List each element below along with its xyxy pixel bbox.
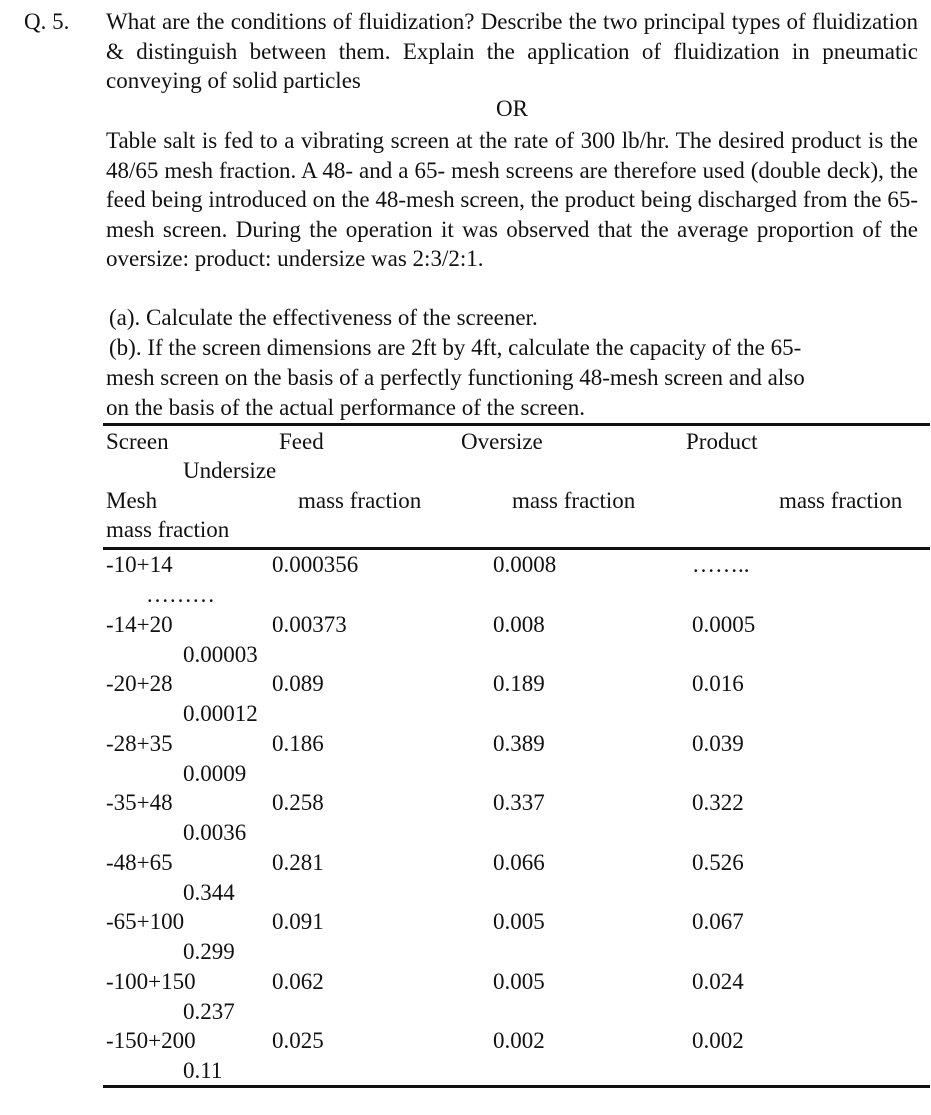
cell-mesh: -10+14 xyxy=(106,552,173,577)
header-mesh: Mesh xyxy=(106,488,158,513)
or-separator: OR xyxy=(496,96,528,121)
cell-product: …….. xyxy=(692,552,750,577)
cell-undersize: ……… xyxy=(146,582,215,607)
cell-oversize: 0.005 xyxy=(493,909,545,934)
cell-mesh: -14+20 xyxy=(106,611,173,637)
header-feed-mass-fraction: mass fraction xyxy=(298,488,422,513)
table-top-rule xyxy=(103,423,930,426)
header-oversize-mass-fraction: mass fraction xyxy=(512,488,636,513)
cell-product: 0.067 xyxy=(692,909,744,934)
cell-feed: 0.091 xyxy=(272,909,324,934)
table-header-rule xyxy=(103,547,930,550)
part-a: (a). Calculate the effectiveness of the screener. xyxy=(109,305,538,330)
cell-feed: 0.025 xyxy=(272,1028,324,1053)
cell-product: 0.024 xyxy=(692,968,744,994)
header-undersize-mass-fraction: mass fraction xyxy=(106,517,230,542)
cell-undersize: 0.0009 xyxy=(183,760,247,786)
cell-product: 0.002 xyxy=(692,1028,744,1053)
cell-oversize: 0.008 xyxy=(493,611,545,637)
cell-feed: 0.186 xyxy=(272,730,324,756)
question-intro: What are the conditions of fluidization? Describe the two principal types of fluidization & distinguish between them. Explain the application of fluidization in pneumatic conveying of solid particles xyxy=(106,9,918,94)
cell-mesh: -65+100 xyxy=(106,909,185,934)
header-screen: Screen xyxy=(106,429,169,454)
cell-product: 0.322 xyxy=(692,790,744,815)
header-product: Product xyxy=(686,429,758,454)
cell-oversize: 0.337 xyxy=(493,790,545,815)
header-oversize: Oversize xyxy=(461,429,543,454)
cell-undersize: 0.299 xyxy=(183,939,235,964)
cell-feed: 0.00373 xyxy=(272,611,347,637)
part-b-line-1: (b). If the screen dimensions are 2ft by 4ft, calculate the capacity of the 65- xyxy=(109,335,802,360)
cell-undersize: 0.344 xyxy=(183,879,235,905)
cell-oversize: 0.0008 xyxy=(493,552,557,577)
cell-undersize: 0.11 xyxy=(183,1058,223,1083)
table-bottom-rule xyxy=(103,1085,930,1088)
cell-feed: 0.089 xyxy=(272,671,324,696)
cell-undersize: 0.00012 xyxy=(183,701,258,726)
cell-mesh: -28+35 xyxy=(106,730,173,756)
cell-product: 0.0005 xyxy=(692,611,756,637)
cell-feed: 0.000356 xyxy=(272,552,359,577)
question-number: Q. 5. xyxy=(24,9,70,34)
header-product-mass-fraction: mass fraction xyxy=(779,488,903,513)
cell-product: 0.039 xyxy=(692,730,744,756)
cell-oversize: 0.005 xyxy=(493,968,545,994)
cell-oversize: 0.066 xyxy=(493,849,545,875)
cell-oversize: 0.189 xyxy=(493,671,545,696)
cell-oversize: 0.002 xyxy=(493,1028,545,1053)
cell-feed: 0.281 xyxy=(272,849,324,875)
cell-mesh: -100+150 xyxy=(106,968,196,994)
part-b-line-2: mesh screen on the basis of a perfectly functioning 48-mesh screen and also xyxy=(106,365,805,390)
cell-feed: 0.062 xyxy=(272,968,324,994)
cell-oversize: 0.389 xyxy=(493,730,545,756)
cell-feed: 0.258 xyxy=(272,790,324,815)
cell-mesh: -150+200 xyxy=(106,1028,196,1053)
cell-mesh: -35+48 xyxy=(106,790,173,815)
problem-statement: Table salt is fed to a vibrating screen at the rate of 300 lb/hr. The desired product is the 48/65 mesh fraction. A 48- and a 65- mesh screens are therefore used (double deck), the feed being introduced on the 48-mesh screen, the product being discharged from the 65-mesh screen. During the operation it was observed that the average proportion of the oversize: product: undersize was 2:3/2:1. xyxy=(106,128,918,272)
cell-product: 0.526 xyxy=(692,849,744,875)
cell-mesh: -48+65 xyxy=(106,849,173,875)
header-undersize: Undersize xyxy=(183,458,277,483)
cell-undersize: 0.00003 xyxy=(183,641,258,667)
cell-undersize: 0.237 xyxy=(183,998,235,1024)
cell-product: 0.016 xyxy=(692,671,744,696)
cell-undersize: 0.0036 xyxy=(183,820,247,845)
header-feed: Feed xyxy=(279,429,324,454)
cell-mesh: -20+28 xyxy=(106,671,173,696)
part-b-line-3: on the basis of the actual performance of the screen. xyxy=(106,395,585,420)
